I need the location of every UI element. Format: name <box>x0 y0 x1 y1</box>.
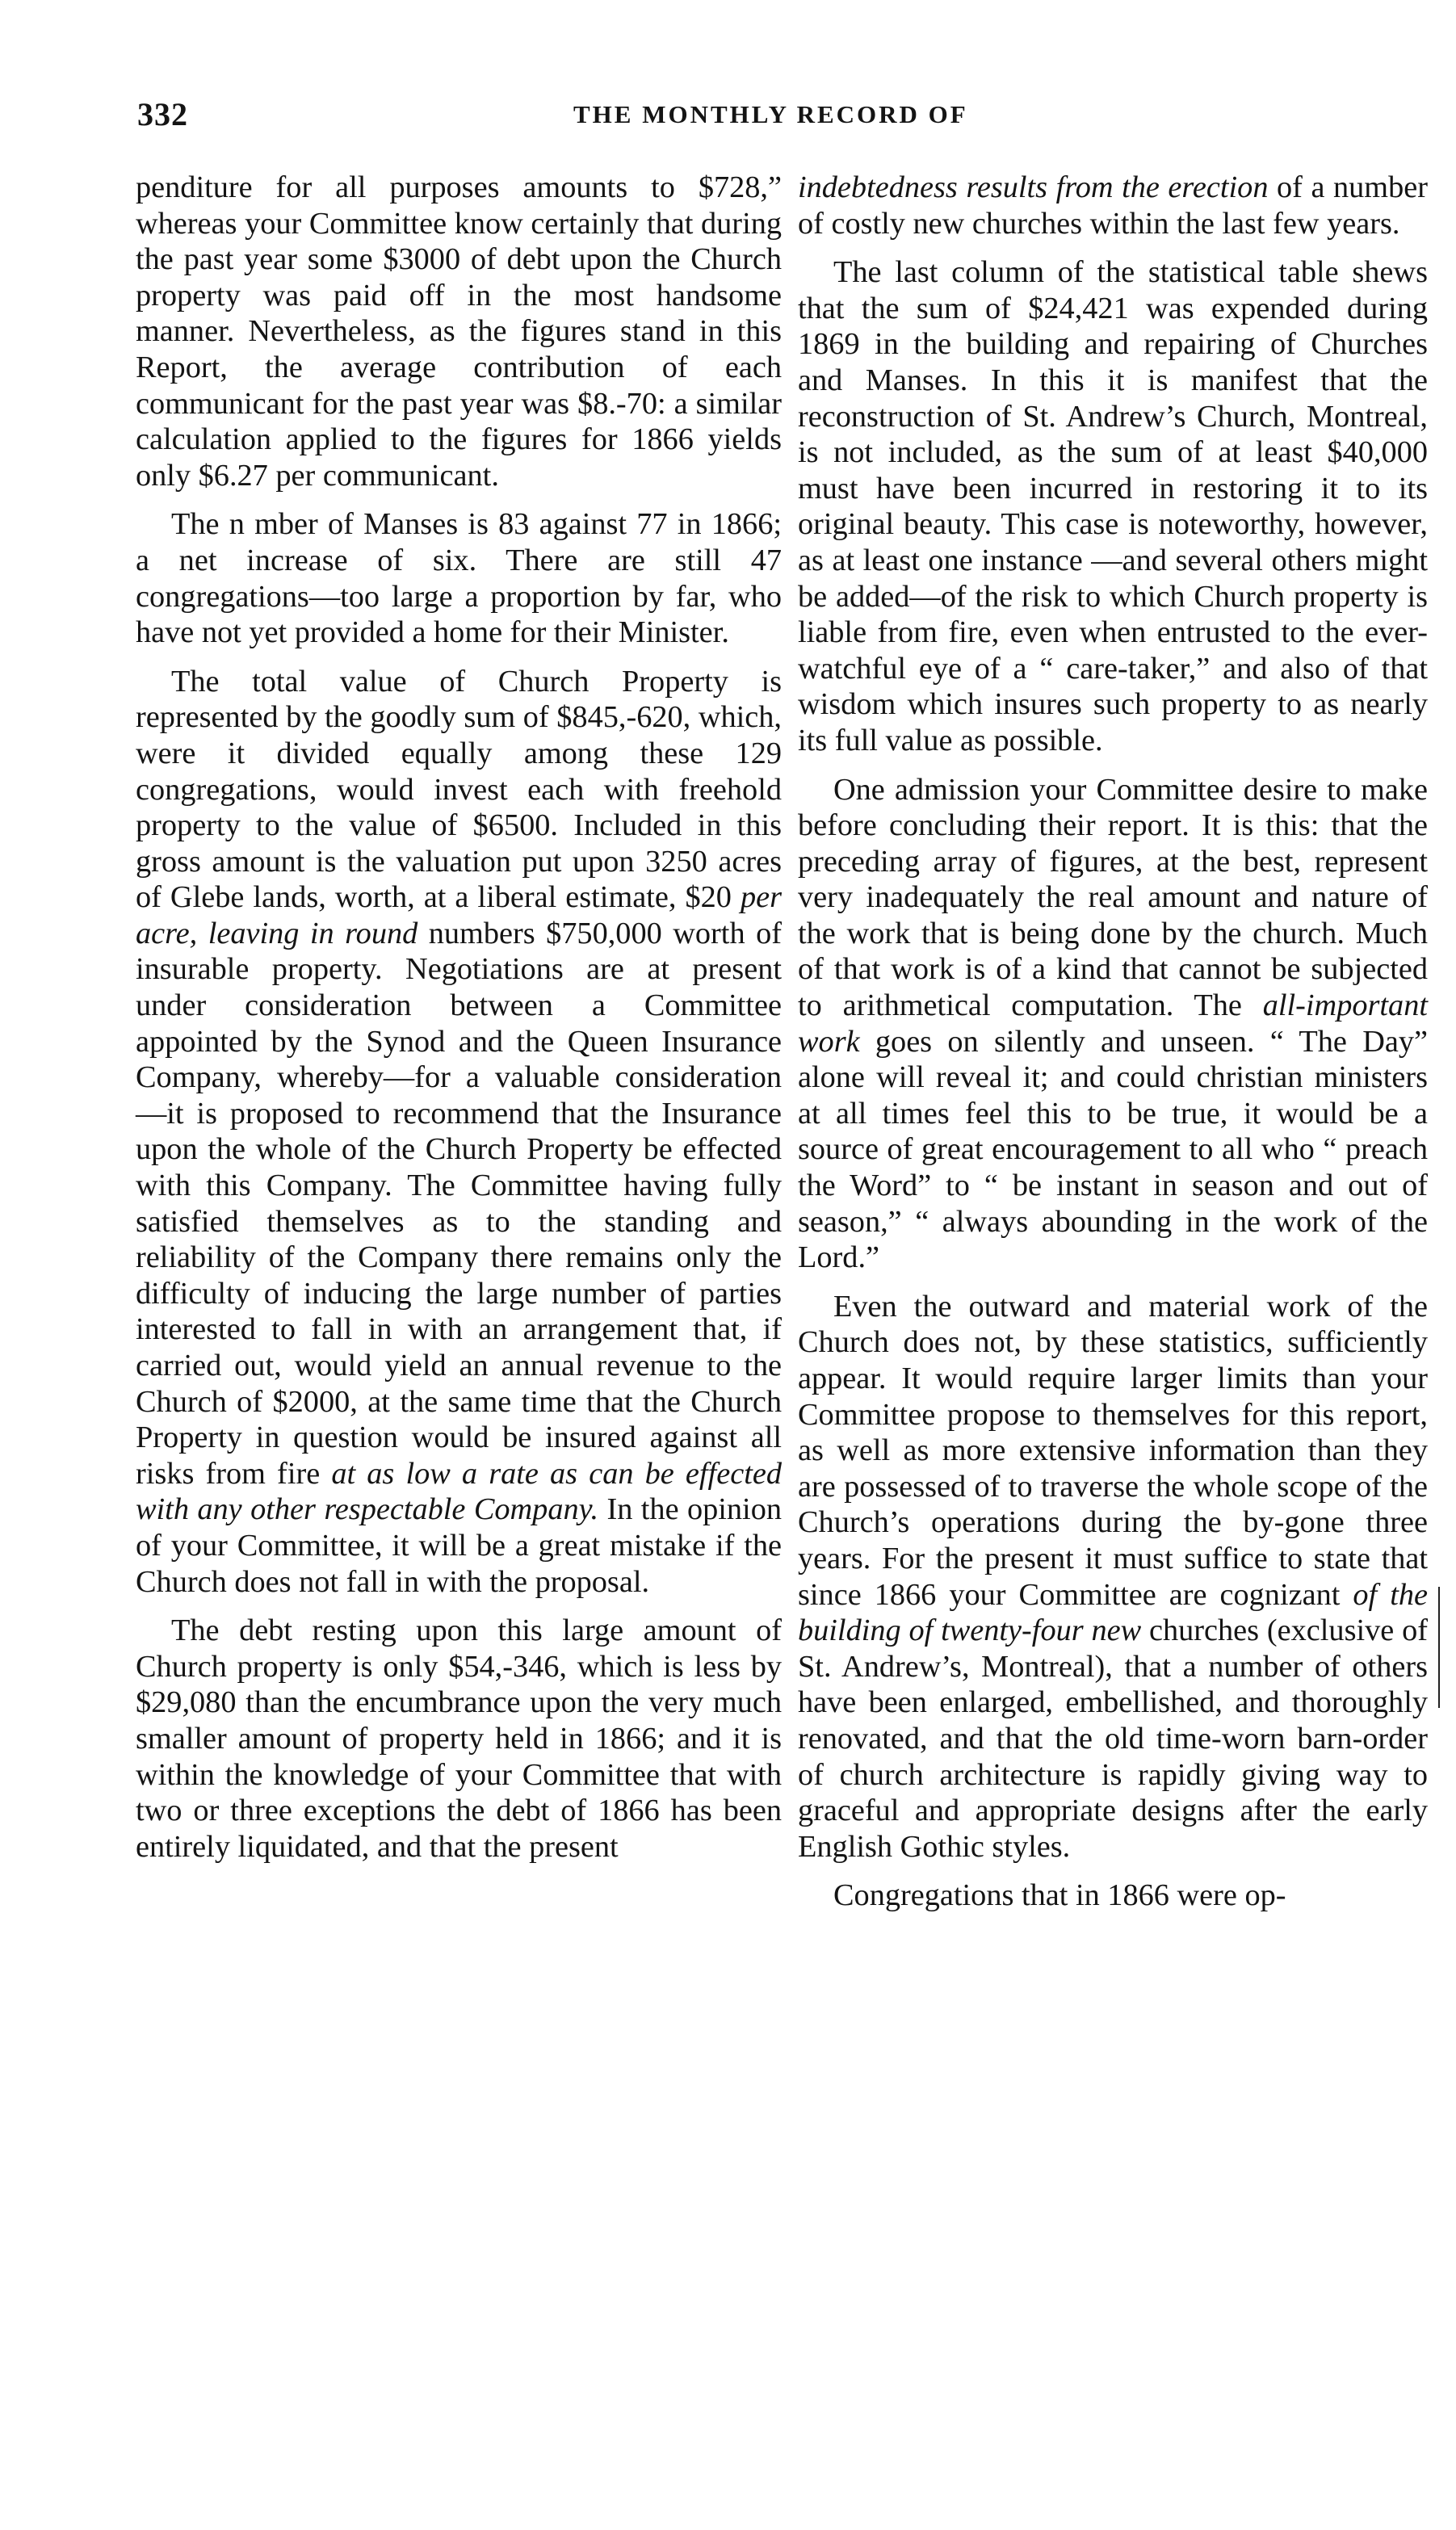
italic-run: of the building of twenty-four new <box>798 1577 1428 1648</box>
italic-run: per acre, leaving in round <box>136 880 782 950</box>
text-run: numbers $750,000 worth of insurable property. Negotiations are at present under consideration between a Committee appointed by the Synod and the Queen Insurance Company, whereby—for a valuable consideration—it is proposed to recommend that the Insurance upon the whole of the Church Property be effected with this Company. The Committee having fully satisfied themselves as to the standing and reliability of the Company there remains only the difficulty of inducing the large number of parties interested to fall in with an arrangement that, if carried out, would yield an annual revenue to the Church of $2000, at the same time that the Church Property in question would be insured against all risks from fire <box>136 916 782 1491</box>
paragraph: The last column of the statistical table shews that the sum of $24,421 was expended during 1869 in the building and repairing of Churches and Manses. In this it is manifest that the reconstruction of St. Andrew’s Church, Montreal, is not included, as the sum of at least $40,000 must have been incurred in restoring it to its original beauty. This case is noteworthy, however, as at least one instance —and several others might be added—of the risk to which Church property is liable from fire, even when entrusted to the ever-watchful eye of a “ care-taker,” and also of that wisdom which insures such property to as nearly its full value as possible. <box>798 255 1428 757</box>
text-run: The total value of Church Property is represented by the goodly sum of $845,-620, which, were it divided equally among these 129 congregations, would invest each with freehold property to the value of $6500. Included in this gross amount is the valuation put upon 3250 acres of Glebe lands, worth, at a liberal estimate, $20 <box>136 664 782 915</box>
paragraph: Congregations that in 1866 were op- <box>833 1878 1286 1913</box>
page-header <box>121 95 1381 144</box>
paragraph <box>798 772 1428 1276</box>
paragraph <box>798 1289 1428 1865</box>
italic-run: at as low a rate as can be effected with any other respectable Company. <box>136 1456 782 1527</box>
text-run: churches (exclusive of St. Andrew’s, Montreal), that a number of others have been enlarged, embellished, and thoroughly renovated, and that the old time-worn barn-order of church architecture is rapidly giving way to graceful and appropriate designs after the early English Gothic styles. <box>798 1613 1428 1864</box>
left-column <box>136 170 782 1878</box>
page-number: 332 <box>137 96 188 132</box>
text-run: goes on silently and unseen. “ The Day” alone will reveal it; and could christian ministers at all times feel this to be true, it would be a source of great encouragement to all who “ preach the Word” to “ be instant in season and out of season,” “ always abounding in the work of the Lord.” <box>798 1024 1428 1275</box>
paragraph: The n mber of Manses is 83 against 77 in 1866; a net increase of six. There are still 47 congregations—too large a proportion by far, who have not yet provided a home for their Minister. <box>136 507 782 650</box>
right-column <box>798 170 1428 1927</box>
margin-rule <box>1438 1587 1440 1708</box>
paragraph <box>136 664 782 1600</box>
text-run: In the opinion of your Committee, it will be a great mistake if the Church does not fall in with the proposal. <box>136 1492 782 1599</box>
text-run: of a number of costly new churches within the last few years. <box>798 170 1428 241</box>
paragraph <box>798 170 1428 241</box>
running-head: THE MONTHLY RECORD OF <box>573 100 968 128</box>
italic-run: indebtedness results from the erection <box>798 170 1269 204</box>
text-run: Even the outward and material work of the Church does not, by these statistics, sufficiently appear. It would require larger limits than your Committee propose to themselves for this report, as well as more extensive information than they are possessed of to traverse the whole scope of the Church’s operations during the by-gone three years. For the present it must suffice to state that since 1866 your Committee are cognizant <box>798 1289 1428 1612</box>
text-run: One admission your Committee desire to make before concluding their report. It is this: that the preceding array of figures, at the best, represent very inadequately the real amount and nature of the work that is being done by the church. Much of that work is of a kind that cannot be subjected to arithmetical computation. The <box>798 772 1428 1023</box>
paragraph: penditure for all purposes amounts to $728,” whereas your Committee know certainly that during the past year some $3000 of debt upon the Church property was paid off in the most handsome manner. Nevertheless, as the figures stand in this Report, the average contribution of each communicant for the past year was $8.-70: a similar calculation applied to the figures for 1866 yields only $6.27 per communicant. <box>136 170 782 493</box>
paragraph: The debt resting upon this large amount of Church property is only $54,-346, which is less by $29,080 than the encumbrance upon the very much smaller amount of property held in 1866; and it is within the knowledge of your Committee that with two or three exceptions the debt of 1866 has been entirely liquidated, and that the present <box>136 1613 782 1864</box>
italic-run: all-important work <box>798 988 1428 1059</box>
